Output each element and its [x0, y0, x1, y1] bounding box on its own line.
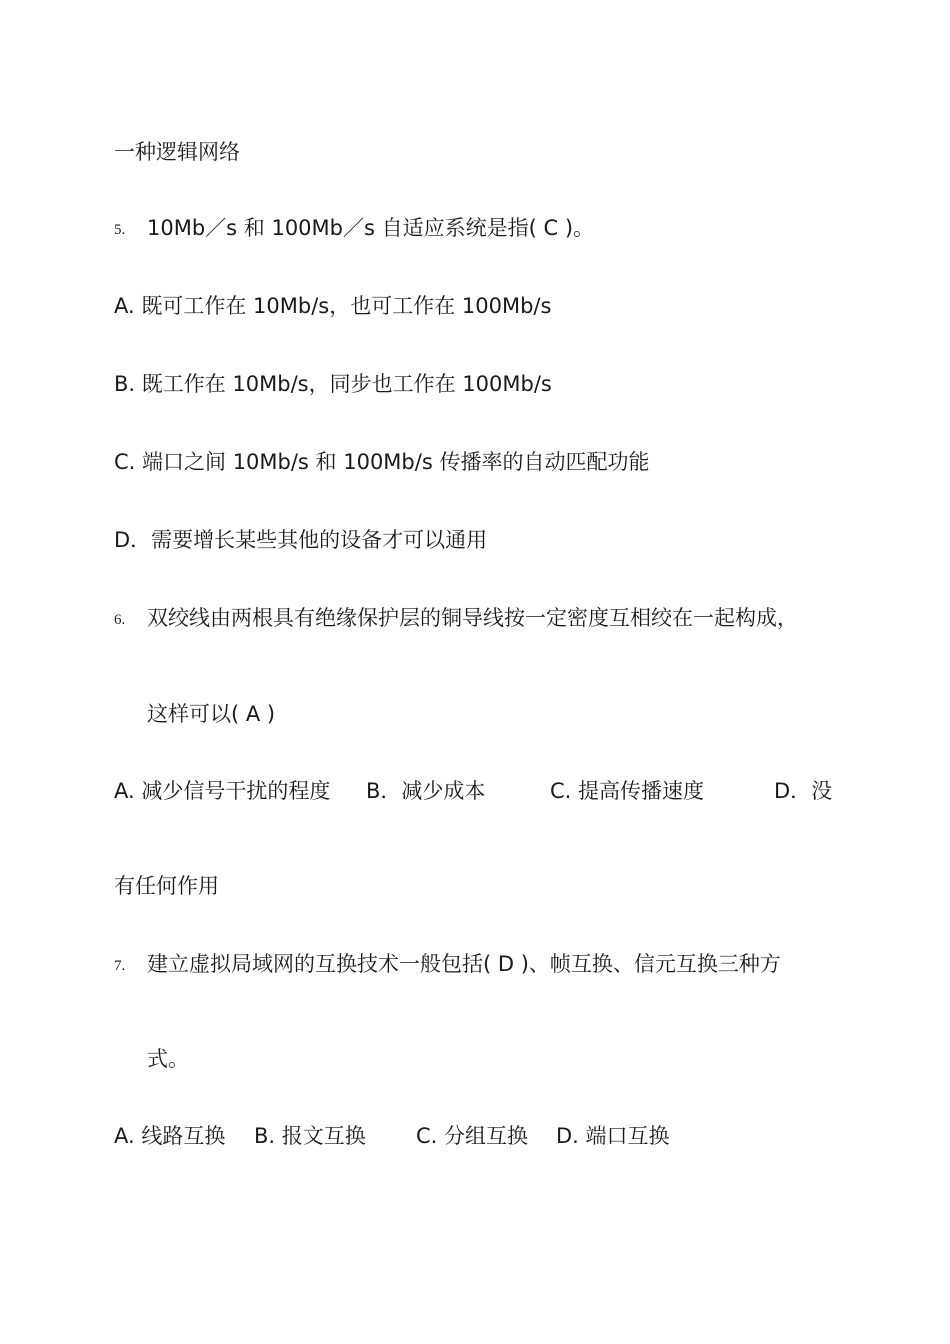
question-6-option-c: C. 提高传播速度 — [550, 779, 705, 803]
question-6-option-a: A. 减少信号干扰的程度 — [114, 779, 331, 803]
question-7-option-c: C. 分组互换 — [416, 1124, 529, 1148]
question-6-option-b: B．减少成本 — [366, 779, 486, 803]
question-7-text-line2: 式。 — [147, 1047, 189, 1071]
continuation-line: 一种逻辑网络 — [114, 140, 240, 164]
question-5-option-d: D．需要增长某些其他的设备才可以通用 — [114, 528, 488, 552]
question-7-option-a: A. 线路互换 — [114, 1124, 226, 1148]
question-6-text-line1: 双绞线由两根具有绝缘保护层的铜导线按一定密度互相绞在一起构成， — [147, 606, 798, 630]
question-7-text-line1: 建立虚拟局域网的互换技术一般包括( D )、帧互换、信元互换三种方 — [147, 952, 781, 976]
question-5-text: 10Mb／s 和 100Mb／s 自适应系统是指( C )。 — [147, 216, 595, 240]
question-5-option-c: C. 端口之间 10Mb/s 和 100Mb/s 传播率的自动匹配功能 — [114, 450, 650, 474]
question-5-number: 5. — [114, 222, 126, 238]
question-6-option-d: D．没 — [774, 779, 833, 803]
question-5-option-b: B. 既工作在 10Mb/s，同步也工作在 100Mb/s — [114, 372, 552, 396]
question-7-number: 7. — [114, 958, 126, 974]
question-7-option-b: B. 报文互换 — [254, 1124, 366, 1148]
question-6-text-line2: 这样可以( A ) — [147, 702, 276, 726]
question-6-number: 6. — [114, 612, 126, 628]
question-6-option-d-continued: 有任何作用 — [114, 874, 219, 898]
question-7-option-d: D. 端口互换 — [556, 1124, 670, 1148]
question-5-option-a: A. 既可工作在 10Mb/s，也可工作在 100Mb/s — [114, 294, 552, 318]
